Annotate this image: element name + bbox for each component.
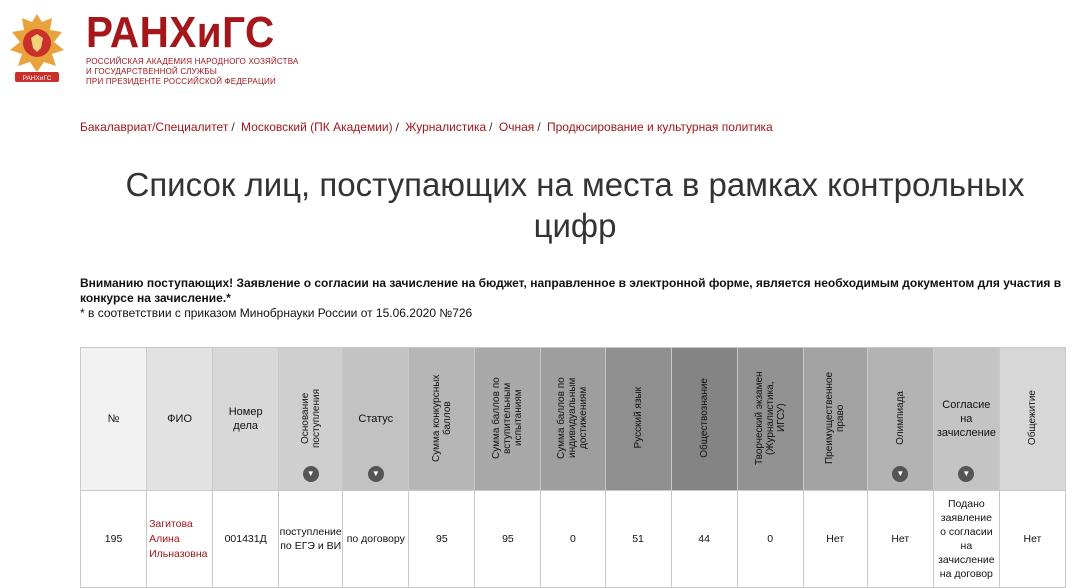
cell-social-studies: 44: [671, 491, 737, 588]
cell-priority-right: Нет: [803, 491, 867, 588]
cell-case-number: 001431Д: [213, 491, 279, 588]
brand-subtitle-line-1: РОССИЙСКАЯ АКАДЕМИЯ НАРОДНОГО ХОЗЯЙСТВА: [86, 56, 299, 66]
emblem-icon: [6, 10, 68, 90]
col-russian[interactable]: Русский язык: [605, 348, 671, 491]
col-priority-right[interactable]: Преимущественное право: [803, 348, 867, 491]
col-fio[interactable]: ФИО: [147, 348, 213, 491]
col-creative-exam[interactable]: Творческий экзамен (Журналистика, ИГСУ): [737, 348, 803, 491]
cell-consent: Подано заявление о согласии на зачисление на договор: [933, 491, 999, 588]
breadcrumb-level[interactable]: Бакалавриат/Специалитет: [80, 120, 229, 134]
cell-number: 195: [81, 491, 147, 588]
cell-basis: поступление по ЕГЭ и ВИ: [279, 491, 343, 588]
cell-creative-exam: 0: [737, 491, 803, 588]
filter-icon[interactable]: ▼: [892, 466, 908, 482]
col-exam-score[interactable]: Сумма баллов по вступительным испытаниям: [475, 348, 541, 491]
notice: [80, 276, 1065, 321]
cell-total-score: 95: [409, 491, 475, 588]
cell-olympiad: Нет: [867, 491, 933, 588]
cell-exam-score: 95: [475, 491, 541, 588]
col-total-score[interactable]: Сумма конкурсных баллов: [409, 348, 475, 491]
filter-icon[interactable]: ▼: [958, 466, 974, 482]
cell-fio[interactable]: Загитова Алина Ильназовна: [147, 491, 213, 588]
brand-subtitle-line-2: И ГОСУДАРСТВЕННОЙ СЛУЖБЫ: [86, 66, 218, 76]
col-consent[interactable]: Согласие на зачисление ▼: [933, 348, 999, 491]
cell-russian: 51: [605, 491, 671, 588]
breadcrumb-direction[interactable]: Журналистика: [405, 120, 487, 134]
brand-subtitle-line-3: ПРИ ПРЕЗИДЕНТЕ РОССИЙСКОЙ ФЕДЕРАЦИИ: [86, 76, 276, 86]
notice-footnote: * в соответствии с приказом Минобрнауки России от 15.06.2020 №726: [80, 306, 473, 320]
page-title: Список лиц, поступающих на места в рамках контрольных цифр: [125, 166, 1025, 244]
col-number[interactable]: №: [81, 348, 147, 491]
emblem-label: РАНХиГС: [22, 75, 52, 82]
col-social-studies[interactable]: Обществознание: [671, 348, 737, 491]
breadcrumb: Бакалавриат/Специалитет / Московский (ПК Академии) / Журналистика / Очная / Продюсирование и культурная политика: [80, 120, 773, 134]
col-basis[interactable]: Основание поступления ▼: [279, 348, 343, 491]
col-case-number[interactable]: Номер дела: [213, 348, 279, 491]
col-dormitory[interactable]: Общежитие: [999, 348, 1065, 491]
notice-text: Вниманию поступающих! Заявление о согласии на зачисление на бюджет, направленное в электронной форме, является необходимым документом для участия в конкурсе на зачисление.*: [80, 276, 1062, 305]
brand-title: РАНХиГС: [86, 8, 275, 57]
header-row: [81, 348, 1066, 491]
col-achievements-score[interactable]: Сумма баллов по индивидуальным достижениям: [541, 348, 605, 491]
cell-achievements-score: 0: [541, 491, 605, 588]
col-status[interactable]: Статус ▼: [343, 348, 409, 491]
filter-icon[interactable]: ▼: [303, 466, 319, 482]
logo[interactable]: [6, 6, 299, 92]
cell-status: по договору: [343, 491, 409, 588]
cell-dormitory: Нет: [999, 491, 1065, 588]
breadcrumb-program[interactable]: Продюсирование и культурная политика: [546, 120, 773, 134]
col-olympiad[interactable]: Олимпиада ▼: [867, 348, 933, 491]
filter-icon[interactable]: ▼: [368, 466, 384, 482]
breadcrumb-form[interactable]: Очная: [498, 120, 535, 134]
breadcrumb-campus[interactable]: Московский (ПК Академии): [241, 120, 393, 134]
applicants-table: [80, 347, 1080, 588]
table-row: [81, 491, 1066, 588]
